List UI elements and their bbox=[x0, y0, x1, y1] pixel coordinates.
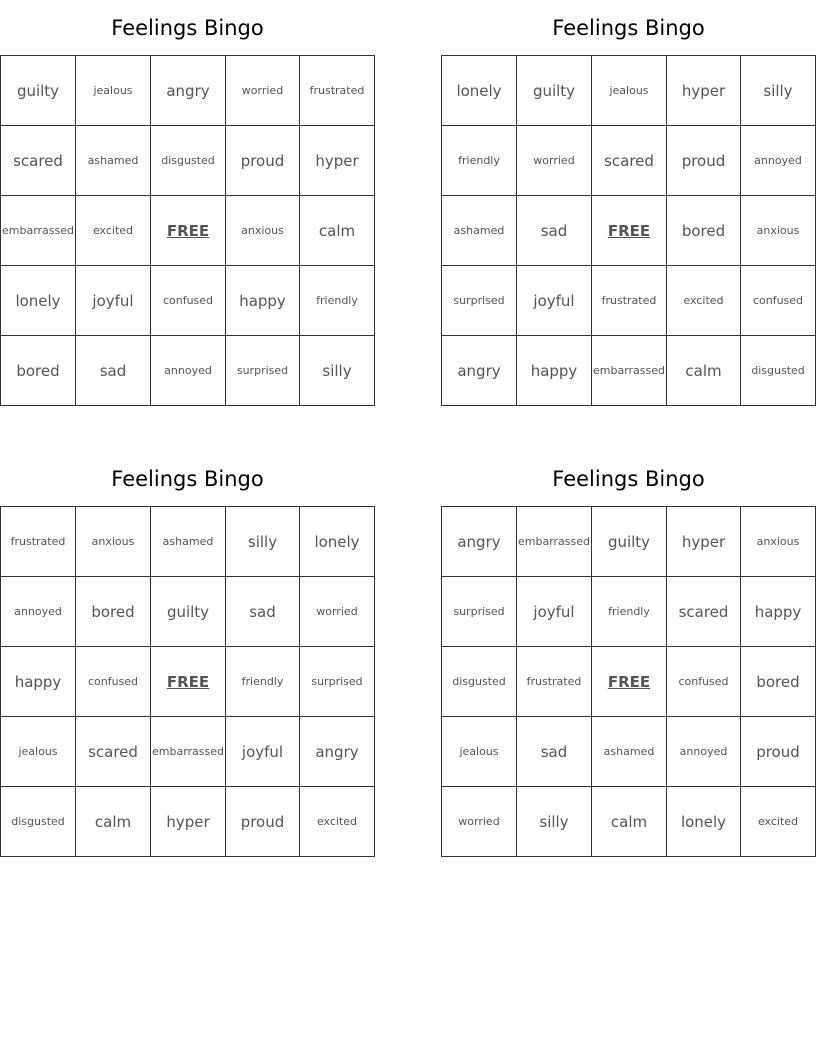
bingo-cell: friendly bbox=[442, 126, 517, 196]
bingo-cell: joyful bbox=[76, 266, 151, 336]
bingo-cell: disgusted bbox=[442, 647, 517, 717]
bingo-cell: bored bbox=[741, 647, 816, 717]
free-space: FREE bbox=[592, 196, 667, 266]
bingo-cell: proud bbox=[741, 717, 816, 787]
free-space: FREE bbox=[592, 647, 667, 717]
bingo-cell: proud bbox=[226, 126, 300, 196]
bingo-cell: surprised bbox=[300, 647, 375, 717]
bingo-cell: proud bbox=[226, 787, 300, 857]
card-title: Feelings Bingo bbox=[111, 467, 264, 491]
bingo-cell: jealous bbox=[442, 717, 517, 787]
bingo-cell: scared bbox=[592, 126, 667, 196]
bingo-cell: annoyed bbox=[667, 717, 741, 787]
bingo-cell: worried bbox=[442, 787, 517, 857]
bingo-cell: confused bbox=[667, 647, 741, 717]
bingo-cell: lonely bbox=[667, 787, 741, 857]
bingo-cell: worried bbox=[517, 126, 592, 196]
bingo-cell: calm bbox=[76, 787, 151, 857]
bingo-cell: jealous bbox=[1, 717, 76, 787]
bingo-cell: happy bbox=[226, 266, 300, 336]
bingo-cell: disgusted bbox=[1, 787, 76, 857]
bingo-cell: silly bbox=[517, 787, 592, 857]
bingo-card-4 bbox=[441, 451, 816, 857]
bingo-cell: frustrated bbox=[300, 56, 375, 126]
bingo-cell: excited bbox=[76, 196, 151, 266]
bingo-cell: surprised bbox=[226, 336, 300, 406]
bingo-cell: guilty bbox=[517, 56, 592, 126]
bingo-cell: scared bbox=[76, 717, 151, 787]
bingo-cell: happy bbox=[1, 647, 76, 717]
bingo-grid bbox=[441, 55, 816, 406]
card-title: Feelings Bingo bbox=[552, 467, 705, 491]
bingo-card-1 bbox=[0, 0, 375, 406]
bingo-cell: anxious bbox=[226, 196, 300, 266]
card-title: Feelings Bingo bbox=[111, 16, 264, 40]
bingo-cell: friendly bbox=[592, 577, 667, 647]
bingo-cell: bored bbox=[667, 196, 741, 266]
bingo-cell: bored bbox=[1, 336, 76, 406]
bingo-cell: hyper bbox=[151, 787, 226, 857]
bingo-cell: anxious bbox=[741, 196, 816, 266]
bingo-cell: happy bbox=[517, 336, 592, 406]
bingo-card-3 bbox=[0, 451, 375, 857]
bingo-cell: scared bbox=[667, 577, 741, 647]
bingo-cell: angry bbox=[151, 56, 226, 126]
bingo-cell: hyper bbox=[667, 507, 741, 577]
bingo-cell: calm bbox=[592, 787, 667, 857]
bingo-cell: sad bbox=[517, 196, 592, 266]
bingo-cell: confused bbox=[76, 647, 151, 717]
bingo-cell: annoyed bbox=[1, 577, 76, 647]
bingo-cell: disgusted bbox=[741, 336, 816, 406]
bingo-cell: jealous bbox=[76, 56, 151, 126]
bingo-cell: disgusted bbox=[151, 126, 226, 196]
bingo-cell: annoyed bbox=[741, 126, 816, 196]
bingo-cell: joyful bbox=[226, 717, 300, 787]
bingo-cell: surprised bbox=[442, 266, 517, 336]
bingo-cell: angry bbox=[442, 507, 517, 577]
bingo-cell: angry bbox=[300, 717, 375, 787]
bingo-cell: frustrated bbox=[517, 647, 592, 717]
bingo-cell: annoyed bbox=[151, 336, 226, 406]
card-title: Feelings Bingo bbox=[552, 16, 705, 40]
bingo-cell: ashamed bbox=[76, 126, 151, 196]
bingo-cell: ashamed bbox=[442, 196, 517, 266]
bingo-cell: sad bbox=[517, 717, 592, 787]
bingo-cell: silly bbox=[300, 336, 375, 406]
bingo-cell: jealous bbox=[592, 56, 667, 126]
bingo-cell: embarrassed bbox=[592, 336, 667, 406]
free-space: FREE bbox=[151, 647, 226, 717]
bingo-cell: hyper bbox=[667, 56, 741, 126]
bingo-cell: guilty bbox=[592, 507, 667, 577]
bingo-cell: anxious bbox=[741, 507, 816, 577]
bingo-cell: embarrassed bbox=[517, 507, 592, 577]
bingo-cell: excited bbox=[300, 787, 375, 857]
bingo-cell: ashamed bbox=[151, 507, 226, 577]
bingo-cell: joyful bbox=[517, 266, 592, 336]
bingo-cell: frustrated bbox=[592, 266, 667, 336]
bingo-cell: excited bbox=[667, 266, 741, 336]
bingo-cell: hyper bbox=[300, 126, 375, 196]
bingo-cell: surprised bbox=[442, 577, 517, 647]
bingo-cell: friendly bbox=[226, 647, 300, 717]
bingo-cell: ashamed bbox=[592, 717, 667, 787]
bingo-cell: excited bbox=[741, 787, 816, 857]
bingo-cell: worried bbox=[226, 56, 300, 126]
bingo-cell: friendly bbox=[300, 266, 375, 336]
bingo-cell: anxious bbox=[76, 507, 151, 577]
bingo-grid bbox=[0, 506, 375, 857]
bingo-cell: angry bbox=[442, 336, 517, 406]
bingo-cell: sad bbox=[76, 336, 151, 406]
bingo-cell: scared bbox=[1, 126, 76, 196]
bingo-cell: happy bbox=[741, 577, 816, 647]
bingo-cell: joyful bbox=[517, 577, 592, 647]
bingo-cell: silly bbox=[226, 507, 300, 577]
bingo-cell: embarrassed bbox=[1, 196, 76, 266]
bingo-cell: embarrassed bbox=[151, 717, 226, 787]
bingo-cell: frustrated bbox=[1, 507, 76, 577]
bingo-cell: silly bbox=[741, 56, 816, 126]
bingo-cell: guilty bbox=[151, 577, 226, 647]
free-space: FREE bbox=[151, 196, 226, 266]
bingo-cell: confused bbox=[151, 266, 226, 336]
bingo-cell: calm bbox=[300, 196, 375, 266]
bingo-cell: worried bbox=[300, 577, 375, 647]
bingo-cell: proud bbox=[667, 126, 741, 196]
bingo-grid bbox=[441, 506, 816, 857]
bingo-cell: calm bbox=[667, 336, 741, 406]
bingo-cell: sad bbox=[226, 577, 300, 647]
bingo-cell: guilty bbox=[1, 56, 76, 126]
bingo-cell: confused bbox=[741, 266, 816, 336]
bingo-grid bbox=[0, 55, 375, 406]
bingo-cell: bored bbox=[76, 577, 151, 647]
bingo-card-2 bbox=[441, 0, 816, 406]
bingo-cell: lonely bbox=[300, 507, 375, 577]
bingo-cell: lonely bbox=[442, 56, 517, 126]
bingo-cell: lonely bbox=[1, 266, 76, 336]
